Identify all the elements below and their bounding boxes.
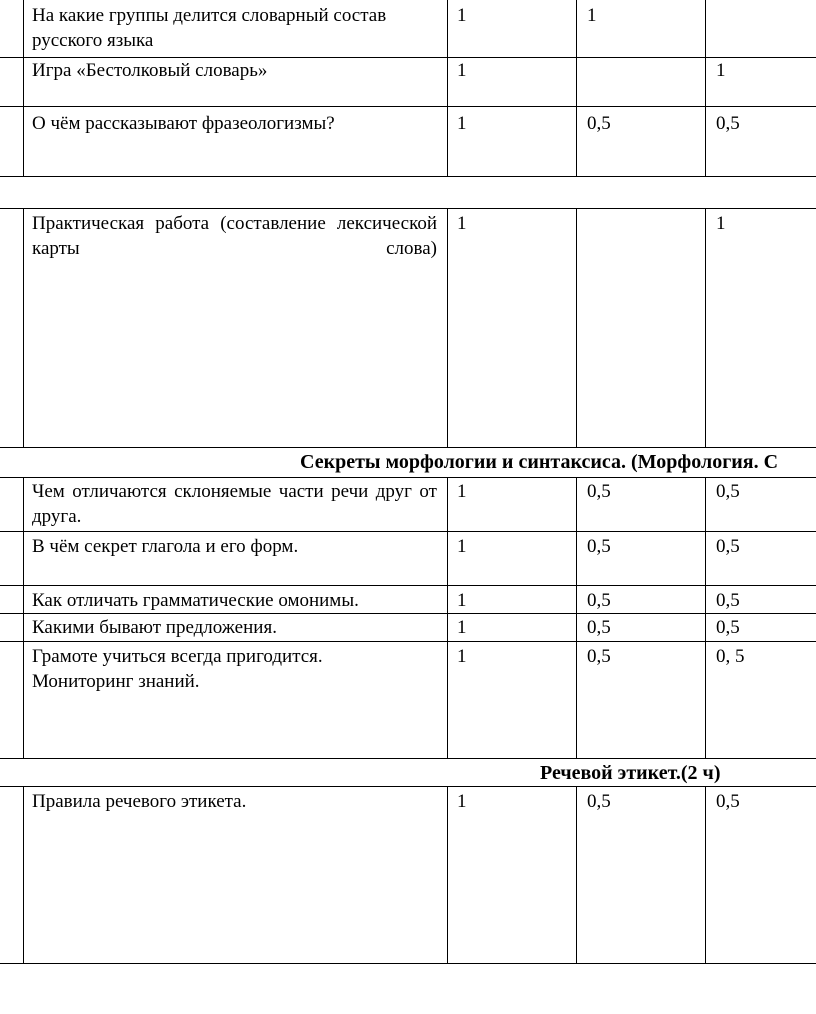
lesson-topic: О чём рассказывают фразеологизмы? [32,113,335,134]
hours-total: 1 [457,60,467,81]
hours-theory: 0,5 [587,536,611,557]
table-border [576,477,577,759]
table-border [0,477,816,478]
table-border [23,786,24,964]
table-border [447,208,448,448]
hours-practice: 0, 5 [716,646,745,667]
table-border [23,0,24,177]
lesson-topic-line: Грамоте учиться всегда пригодится. [32,646,323,667]
table-border [447,477,448,759]
hours-total: 1 [457,213,467,234]
hours-total: 1 [457,590,467,611]
lesson-topic [32,644,437,694]
lesson-topic: Как отличать грамматические омонимы. [32,590,359,611]
hours-total: 1 [457,617,467,638]
table-border [23,477,24,759]
table-border [0,786,816,787]
table-border [0,641,816,642]
hours-total: 1 [457,536,467,557]
hours-practice: 0,5 [716,481,740,502]
hours-total: 1 [457,481,467,502]
table-border [0,758,816,759]
hours-theory: 0,5 [587,481,611,502]
hours-practice: 0,5 [716,617,740,638]
hours-theory: 1 [587,5,597,26]
hours-practice: 0,5 [716,536,740,557]
table-border [447,0,448,177]
table-border [0,531,816,532]
table-border [0,963,816,964]
hours-practice: 0,5 [716,791,740,812]
hours-theory: 0,5 [587,646,611,667]
table-border [0,585,816,586]
lesson-topic: Игра «Бестолковый словарь» [32,60,268,81]
table-border [705,477,706,759]
table-border [0,613,816,614]
table-border [705,0,706,177]
table-border [0,447,816,448]
table-border [447,786,448,964]
hours-practice: 1 [716,213,726,234]
hours-theory: 0,5 [587,791,611,812]
table-border [576,0,577,177]
hours-total: 1 [457,113,467,134]
table-border [0,176,816,177]
table-border [0,208,816,209]
hours-total: 1 [457,791,467,812]
lesson-topic: Какими бывают предложения. [32,617,277,638]
table-border [576,786,577,964]
lesson-topic: Правила речевого этикета. [32,791,247,812]
hours-total: 1 [457,646,467,667]
table-border [0,106,816,107]
hours-theory: 0,5 [587,113,611,134]
hours-theory: 0,5 [587,617,611,638]
lesson-topic: Чем отличаются склоняемые части речи друг от друга. [32,481,437,527]
table-border [576,208,577,448]
section-heading: Речевой этикет.(2 ч) [540,762,721,784]
lesson-topic-line: Мониторинг знаний. [32,671,200,692]
table-border [705,208,706,448]
table-border [23,208,24,448]
hours-practice: 0,5 [716,113,740,134]
section-heading: Секреты морфологии и синтаксиса. (Морфология. С [300,451,779,473]
lesson-topic: На какие группы делится словарный состав русского языка [32,5,387,51]
hours-total: 1 [457,5,467,26]
hours-theory: 0,5 [587,590,611,611]
hours-practice: 0,5 [716,590,740,611]
lesson-topic: Практическая работа (составление лексической карты слова) [32,213,437,259]
hours-practice: 1 [716,60,726,81]
table-border [705,786,706,964]
lesson-topic: В чём секрет глагола и его форм. [32,536,299,557]
